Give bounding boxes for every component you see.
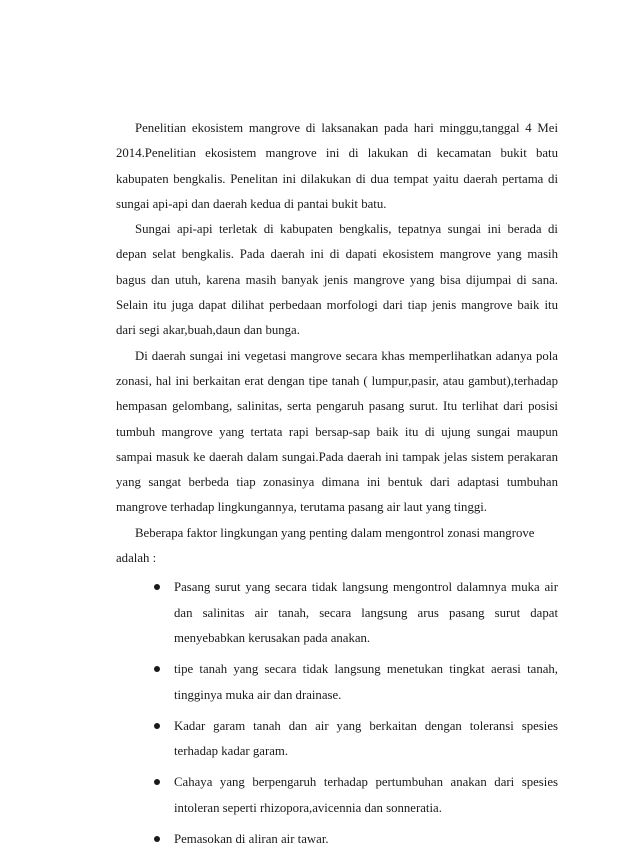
paragraph-research-intro: Penelitian ekosistem mangrove di laksanakan pada hari minggu,tanggal 4 Mei 2014.Penelitian ekosistem mangrove ini di lakukan di kecamatan bukit batu kabupaten bengkalis. Penelitan ini dilakukan di dua tempat yaitu daerah pertama di sungai api-api dan daerah kedua di pantai bukit batu. [116, 121, 558, 211]
bullet-icon [154, 666, 160, 672]
list-item [154, 770, 558, 821]
list-item-text: tipe tanah yang secara tidak langsung menetukan tingkat aerasi tanah, tingginya muka air dan drainase. [174, 662, 558, 702]
list-item-text: Kadar garam tanah dan air yang berkaitan dengan toleransi spesies terhadap kadar garam. [174, 718, 558, 759]
list-item [154, 575, 558, 651]
document-body [116, 116, 558, 858]
factors-list [154, 575, 558, 852]
bullet-icon [154, 723, 160, 729]
bullet-icon [154, 836, 160, 842]
list-item-text: Pasang surut yang secara tidak langsung mengontrol dalamnya muka air dan salinitas air tanah, secara langsung arus pasang surut dapat menyebabkan kerusakan pada anakan. [174, 580, 558, 645]
paragraph-sungai-api-api: Sungai api-api terletak di kabupaten bengkalis, tepatnya sungai ini berada di depan selat bengkalis. Pada daerah ini di dapati ekosistem mangrove yang masih bagus dan utuh, karena masih banyak jenis mangrove yang bisa dijumpai di sana. Selain itu juga dapat dilihat perbedaan morfologi dari tiap jenis mangrove baik itu dari segi akar,buah,daun dan bunga. [116, 222, 558, 338]
bullet-icon [154, 779, 160, 785]
list-item-text: Cahaya yang berpengaruh terhadap pertumbuhan anakan dari spesies intoleran seperti rhizopora,avicennia dan sonneratia. [174, 775, 558, 815]
list-item [154, 657, 558, 708]
bullet-icon [154, 584, 160, 590]
list-item-text: Pemasokan di aliran air tawar. [174, 832, 329, 847]
paragraph-factors-intro: Beberapa faktor lingkungan yang penting dalam mengontrol zonasi mangrove adalah : [116, 525, 535, 566]
paragraph-zonation: Di daerah sungai ini vegetasi mangrove secara khas memperlihatkan adanya pola zonasi, hal ini berkaitan erat dengan tipe tanah ( lumpur,pasir, atau gambut),terhadap hempasan gelombang, salinitas, serta pengaruh pasang surut. Itu terlihat dari posisi tumbuh mangrove yang tertata rapi bersap-sap baik itu di ujung sungai maupun sampai masuk ke daerah dalam sungai.Pada daerah ini tampak jelas sistem perakaran yang sangat berbeda tiap zonasinya dimana ini bentuk dari adaptasi tumbuhan mangrove terhadap lingkungannya, terutama pasang air laut yang tinggi. [116, 348, 558, 515]
list-item [154, 714, 558, 765]
list-item [154, 827, 558, 852]
